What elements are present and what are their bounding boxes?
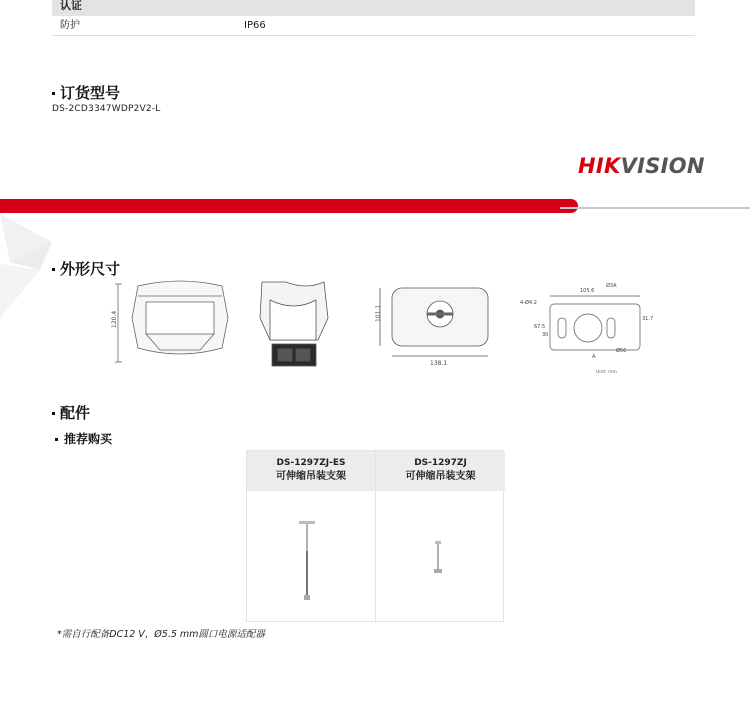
spec-table-header: 认证 xyxy=(52,0,695,16)
bracket-right-label: 31.7 xyxy=(642,316,654,322)
telescopic-bracket-image xyxy=(247,491,375,621)
red-banner-bar xyxy=(0,199,578,213)
bracket-h2-label: 30 xyxy=(542,332,549,338)
bullet-icon xyxy=(52,412,55,415)
dimension-drawings xyxy=(110,278,654,378)
bracket-a-label: A xyxy=(592,354,596,360)
accessory-model: DS-1297ZJ xyxy=(414,458,467,468)
unit-label: Unit: mm xyxy=(596,370,617,375)
bracket-screw-label: 4-Ø4.2 xyxy=(520,300,537,306)
accessory-table xyxy=(246,450,504,622)
bracket-dia-label: Ø56 xyxy=(616,348,627,354)
side-view-drawing xyxy=(260,282,328,366)
bracket-plan-drawing xyxy=(550,296,640,350)
bullet-icon xyxy=(52,92,55,95)
spec-key: 防护 xyxy=(60,20,80,31)
dimension-section-title: 外形尺寸 xyxy=(52,258,120,279)
accessory-header xyxy=(376,451,505,491)
bracket-hole-label: Ø3A xyxy=(606,283,617,289)
front-view-drawing xyxy=(115,281,228,362)
accessory-name: 可伸缩吊装支架 xyxy=(405,471,476,482)
accessory-item xyxy=(247,451,376,623)
decorative-watermark xyxy=(0,214,60,324)
accessory-section-title: 配件 xyxy=(52,402,90,423)
accessory-header xyxy=(247,451,375,491)
order-section-title: 订货型号 xyxy=(52,82,120,103)
telescopic-bracket-image xyxy=(376,491,504,621)
front-height-label: 120.4 xyxy=(111,310,118,328)
bullet-icon xyxy=(52,268,55,271)
bottom-height-label: 101.1 xyxy=(375,304,382,322)
power-adapter-footnote: *需自行配备DC12 V，Ø5.5 mm圆口电源适配器 xyxy=(57,629,265,640)
bracket-top-label: 105.6 xyxy=(580,288,595,294)
accessory-item xyxy=(376,451,505,623)
spec-value: IP66 xyxy=(244,20,266,31)
divider-line xyxy=(560,207,750,209)
bracket-h1-label: 67.5 xyxy=(534,324,546,330)
bottom-width-label: 138.1 xyxy=(430,360,448,367)
accessory-name: 可伸缩吊装支架 xyxy=(276,471,346,482)
spec-table xyxy=(52,0,695,36)
spec-row-protection xyxy=(52,16,695,36)
bottom-view-drawing xyxy=(380,288,488,356)
accessory-subtitle: 推荐购买 xyxy=(55,430,112,447)
accessory-model: DS-1297ZJ-ES xyxy=(276,458,346,468)
order-model-number: DS-2CD3347WDP2V2-L xyxy=(52,104,161,114)
bullet-icon xyxy=(55,438,58,441)
hikvision-logo: HIKVISION xyxy=(578,154,705,178)
